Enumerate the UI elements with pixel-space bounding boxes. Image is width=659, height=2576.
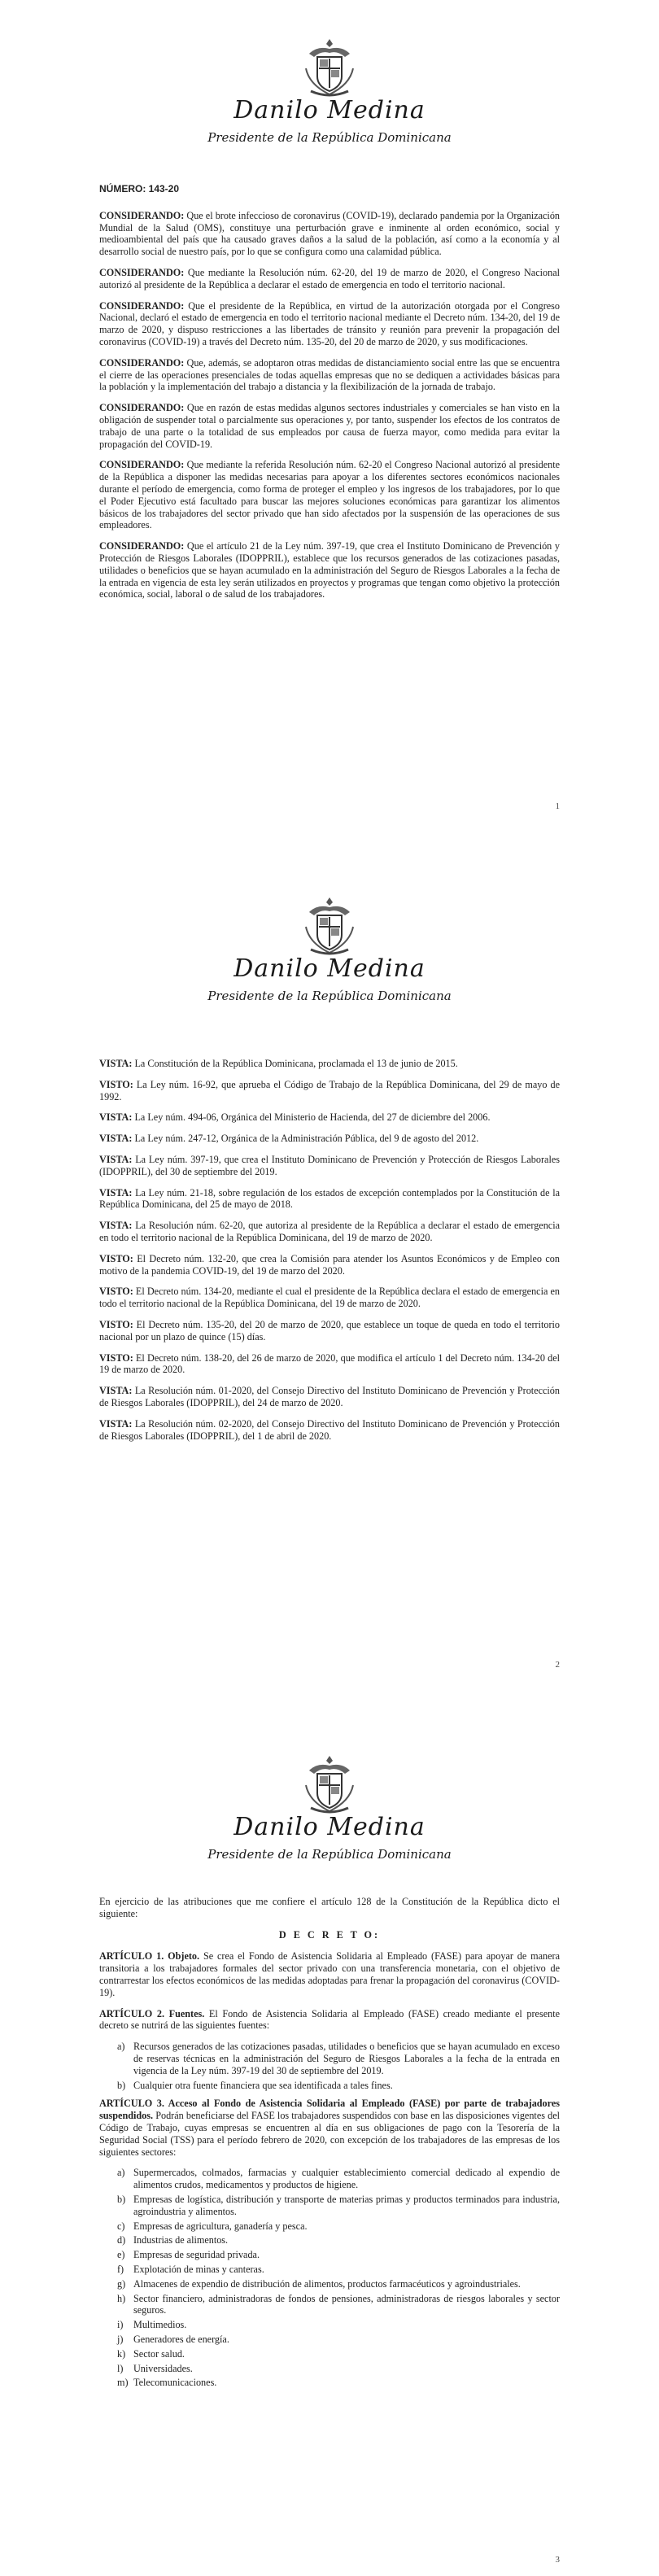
list-item: [117, 2363, 560, 2375]
letterhead-name: Danilo Medina: [233, 1813, 426, 1841]
page-number: 3: [555, 2555, 560, 2565]
list-item-text: Generadores de energía.: [133, 2333, 229, 2345]
list-marker: c): [117, 2220, 125, 2232]
paragraph-text: La Resolución núm. 62-20, que autoriza al presidente de la República a declarar el estado de emergencia en todo el territorio nacional de la República Dominicana, del 19 de marzo de 2020.: [99, 1220, 560, 1243]
paragraph-label: CONSIDERANDO:: [99, 266, 185, 278]
page-1-body: [99, 183, 560, 609]
paragraph-text: La Ley núm. 21-18, sobre regulación de los estados de excepción contemplados por la Constitución de la República Dominicana, del 25 de mayo de 2018.: [99, 1186, 561, 1211]
page-number: 2: [555, 1660, 560, 1670]
vista-11: [99, 1352, 560, 1377]
paragraph-text: El Decreto núm. 132-20, que crea la Comisión para atender los Asuntos Económicos y de Empleo con motivo de la pandemia COVID-19, del 19 de marzo del 2020.: [99, 1252, 560, 1277]
coat-of-arms-icon: [299, 36, 360, 99]
article-text: Se crea el Fondo de Asistencia Solidaria al Empleado (FASE) para apoyar de manera transitoria a los trabajadores formales del sector privado con una transferencia monetaria, con el objetivo de contrarrestar los efectos económicos de las medidas adoptadas para frenar la propagación del coronavirus (COVID-19).: [99, 1950, 561, 1998]
paragraph-label: CONSIDERANDO:: [99, 299, 185, 312]
vista-12: [99, 1385, 560, 1409]
paragraph-label: VISTA:: [99, 1133, 133, 1145]
list-marker: b): [117, 2193, 126, 2205]
paragraph-text: La Constitución de la República Dominicana, proclamada el 13 de junio de 2015.: [134, 1058, 458, 1069]
coat-of-arms-icon: [299, 894, 360, 958]
coat-of-arms-icon: [299, 1753, 360, 1816]
list-item-text: Universidades.: [133, 2362, 193, 2374]
paragraph-text: La Resolución núm. 02-2020, del Consejo Directivo del Instituto Dominicano de Prevención y Protección de Riesgos Laborales (IDOPPRIL), del 1 de abril de 2020.: [99, 1417, 560, 1442]
list-marker: h): [117, 2292, 126, 2304]
decreto-heading: D E C R E T O:: [278, 1928, 381, 1941]
vista-5: [99, 1154, 560, 1178]
considerando-1: [99, 210, 560, 258]
paragraph-text: La Ley núm. 247-12, Orgánica de la Administración Pública, del 9 de agosto del 2012.: [134, 1133, 479, 1145]
document-page-2: [0, 858, 659, 1705]
paragraph-text: Que el presidente de la República, en virtud de la autorización otorgada por el Congreso Nacional, declaró el estado de emergencia en todo el territorio nacional mediante el Decreto núm. 134-20, del 19 de marzo de 2020, y dispuso restricciones a las libertades de tránsito y reunión para prevenir la propagación del coronavirus (COVID-19) a través del Decreto núm. 135-20, del 20 de marzo de 2020, y sus modificaciones.: [99, 299, 560, 347]
vista-13: [99, 1418, 560, 1443]
paragraph-text: Que mediante la referida Resolución núm. 62-20 el Congreso Nacional autorizó al presidente de la República a disponer las medidas necesarias para apoyar a los diferentes sectores económicos nacionales durante el período de emergencia, como forma de proteger el empleo y los ingresos de los trabajadores, por lo que el Poder Ejecutivo está facultado para buscar las mejores soluciones económicas para garantizar los alimentos básicos de los trabajadores del sector privado que han sido afectados por la suspensión de las operaciones de sus empleadores.: [99, 459, 561, 531]
list-item: [117, 2080, 560, 2092]
list-item: [117, 2293, 560, 2317]
paragraph-label: CONSIDERANDO:: [99, 459, 185, 471]
list-item: [117, 2194, 560, 2218]
list-item-text: Cualquier otra fuente financiera que sea identificada a tales fines.: [133, 2079, 393, 2091]
list-item-text: Supermercados, colmados, farmacias y cualquier establecimiento comercial dedicado al expendio de alimentos crudos, medicamentos y productos de higiene.: [133, 2167, 560, 2191]
list-item-text: Telecomunicaciones.: [133, 2377, 217, 2389]
list-marker: a): [117, 2167, 125, 2179]
article-text: El Fondo de Asistencia Solidaria al Empleado (FASE) creado mediante el presente decreto se nutrirá de las siguientes fuentes:: [99, 2007, 561, 2032]
list-item: [117, 2334, 560, 2346]
paragraph-text: Que, además, se adoptaron otras medidas de distanciamiento social entre las que se encuentra el cierre de las operaciones presenciales de todas aquellas empresas que no se dediquen a actividades básicas para la población y la implementación del trabajo a distancia y la flexibilización de la jornada de trabajo.: [99, 356, 560, 393]
considerando-7: [99, 540, 560, 600]
document-page-1: [0, 0, 659, 846]
article-1: [99, 1950, 560, 1998]
article-text: Podrán beneficiarse del FASE los trabajadores suspendidos con base en las disposiciones vigentes del Código de Trabajo, cuyas empresas se encuentren al día en sus obligaciones de pago con la Tesorería de la Seguridad Social (TSS) para el período febrero de 2020, con excepción de los trabajadores de las empresas de los siguientes sectores:: [99, 2110, 561, 2158]
letterhead-name: Danilo Medina: [233, 96, 426, 124]
list-marker: g): [117, 2277, 126, 2290]
paragraph-label: CONSIDERANDO:: [99, 540, 185, 552]
paragraph-text: La Ley núm. 494-06, Orgánica del Ministerio de Hacienda, del 27 de diciembre del 2006.: [134, 1111, 491, 1124]
list-item-text: Empresas de agricultura, ganadería y pesca.: [133, 2220, 308, 2232]
paragraph-label: CONSIDERANDO:: [99, 402, 185, 414]
page-3-body: [99, 1896, 560, 2395]
list-item: [117, 2278, 560, 2290]
article-3: [99, 2098, 560, 2158]
vista-6: [99, 1187, 560, 1212]
document-page-3: [0, 1717, 659, 2563]
considerando-3: [99, 300, 560, 348]
considerando-4: [99, 357, 560, 393]
letterhead-title: Presidente de la República Dominicana: [207, 989, 452, 1003]
list-item-text: Industrias de alimentos.: [133, 2234, 229, 2246]
paragraph-text: La Resolución núm. 01-2020, del Consejo Directivo del Instituto Dominicano de Prevención y Protección de Riesgos Laborales (IDOPPRIL), del 24 de marzo de 2020.: [99, 1385, 560, 1408]
list-marker: a): [117, 2041, 125, 2053]
list-marker: k): [117, 2347, 126, 2360]
paragraph-label: CONSIDERANDO:: [99, 356, 185, 369]
list-marker: b): [117, 2079, 126, 2091]
paragraph-label: VISTO:: [99, 1318, 133, 1330]
page-number: 1: [555, 801, 560, 811]
list-item: [117, 2249, 560, 2261]
decree-number: NÚMERO: 143-20: [99, 183, 180, 194]
list-item-text: Almacenes de expendio de distribución de alimentos, productos farmacéuticos y agroindustriales.: [133, 2277, 521, 2290]
article-2: [99, 2008, 560, 2032]
paragraph-label: VISTA:: [99, 1153, 133, 1165]
paragraph-text: Que mediante la Resolución núm. 62-20, del 19 de marzo de 2020, el Congreso Nacional autorizó al presidente de la República a declarar el estado de emergencia en todo el territorio nacional.: [99, 266, 561, 290]
list-marker: i): [117, 2319, 124, 2331]
paragraph-label: VISTA:: [99, 1111, 133, 1124]
considerando-5: [99, 402, 560, 450]
article-label: ARTÍCULO 1. Objeto.: [99, 1950, 200, 1963]
list-item: [117, 2041, 560, 2076]
list-item: [117, 2167, 560, 2191]
list-item-text: Empresas de logística, distribución y transporte de materias primas y productos terminados para industria, agroindustria y alimentos.: [133, 2193, 560, 2217]
letterhead-title: Presidente de la República Dominicana: [207, 130, 452, 145]
list-item: [117, 2319, 560, 2331]
list-item: [117, 2264, 560, 2276]
page-2-body: [99, 1058, 560, 1451]
vista-8: [99, 1253, 560, 1277]
vista-10: [99, 1319, 560, 1343]
paragraph-label: CONSIDERANDO:: [99, 209, 185, 221]
paragraph-label: VISTO:: [99, 1078, 133, 1090]
paragraph-label: VISTA:: [99, 1220, 133, 1232]
list-marker: e): [117, 2249, 125, 2261]
list-marker: d): [117, 2234, 126, 2246]
paragraph-text: La Ley núm. 16-92, que aprueba el Código de Trabajo de la República Dominicana, del 29 de mayo de 1992.: [99, 1078, 560, 1102]
list-marker: l): [117, 2362, 124, 2374]
vista-3: [99, 1111, 560, 1124]
letterhead-title: Presidente de la República Dominicana: [207, 1847, 452, 1862]
considerando-2: [99, 267, 560, 291]
vista-4: [99, 1133, 560, 1145]
paragraph-label: VISTO:: [99, 1286, 133, 1298]
letterhead-name: Danilo Medina: [233, 954, 426, 983]
paragraph-label: VISTA:: [99, 1417, 133, 1430]
list-item-text: Sector salud.: [133, 2347, 185, 2360]
article-label: ARTÍCULO 3. Acceso al Fondo de Asistencia Solidaria al Empleado (FASE) por parte de trabajadores suspendidos.: [99, 2098, 560, 2122]
list-item-text: Sector financiero, administradoras de fondos de pensiones, administradoras de riesgos laborales y sector seguros.: [133, 2292, 560, 2316]
paragraph-text: El Decreto núm. 135-20, del 20 de marzo de 2020, que establece un toque de queda en todo el territorio nacional por un plazo de quince (15) días.: [99, 1318, 560, 1343]
list-marker: f): [117, 2263, 124, 2275]
paragraph-label: VISTA:: [99, 1186, 133, 1198]
list-item: [117, 2220, 560, 2233]
fuentes-list: [99, 2041, 560, 2091]
vista-1: [99, 1058, 560, 1070]
paragraph-label: VISTA:: [99, 1058, 133, 1069]
list-item-text: Explotación de minas y canteras.: [133, 2263, 264, 2275]
list-item-text: Multimedios.: [133, 2319, 187, 2331]
paragraph-text: El Decreto núm. 138-20, del 26 de marzo de 2020, que modifica el artículo 1 del Decreto núm. 134-20 del 19 de marzo de 2020.: [99, 1351, 560, 1376]
vista-9: [99, 1286, 560, 1310]
list-marker: j): [117, 2333, 124, 2345]
sectores-list: [99, 2167, 560, 2389]
paragraph-text: La Ley núm. 397-19, que crea el Instituto Dominicano de Prevención y Protección de Riesgos Laborales (IDOPPRIL), del 30 de septiembre del 2019.: [99, 1153, 560, 1177]
intro-paragraph: En ejercicio de las atribuciones que me confiere el artículo 128 de la Constitución de la República dicto el siguiente:: [99, 1896, 560, 1919]
paragraph-label: VISTA:: [99, 1385, 133, 1397]
list-item: [117, 2348, 560, 2360]
considerando-6: [99, 459, 560, 531]
article-label: ARTÍCULO 2. Fuentes.: [99, 2007, 205, 2019]
paragraph-label: VISTO:: [99, 1252, 133, 1264]
list-item: [117, 2377, 560, 2389]
list-item-text: Empresas de seguridad privada.: [133, 2249, 260, 2261]
paragraph-text: El Decreto núm. 134-20, mediante el cual el presidente de la República declara el estado de emergencia en todo el territorio nacional de la República Dominicana, del 19 de marzo de 2020.: [99, 1286, 561, 1310]
list-item: [117, 2234, 560, 2246]
list-marker: m): [117, 2377, 129, 2389]
paragraph-text: Que el brote infeccioso de coronavirus (COVID-19), declarado pandemia por la Organización Mundial de la Salud (OMS), constituye una perturbación grave e inminente al orden económico, social y medioambiental del país que ha causado graves daños a la salud de la población, así como a la economía y al desarrollo social de nuestro país, por lo que se configura como una calamidad pública.: [99, 209, 561, 258]
paragraph-label: VISTO:: [99, 1351, 133, 1364]
paragraph-text: Que el artículo 21 de la Ley núm. 397-19, que crea el Instituto Dominicano de Prevención y Protección de Riesgos Laborales (IDOPPRIL), establece que los recursos generados de las cotizaciones pasadas, utilidades o beneficios que se hayan acumulado en la administración del Seguro de Riesgos Laborales a la fecha de la entrada en vigencia de esta ley serán utilizados en proyectos y programas que tengan como objetivo la protección económica, social, laboral o de salud de los trabajadores.: [99, 540, 561, 600]
list-item-text: Recursos generados de las cotizaciones pasadas, utilidades o beneficios que se hayan acumulado en exceso de reservas técnicas en la administración del Seguro de Riesgos Laborales a la fecha de la entrada en vigencia de la Ley núm. 397-19 del 30 de septiembre del 2019.: [133, 2041, 560, 2076]
vista-7: [99, 1220, 560, 1244]
vista-2: [99, 1079, 560, 1103]
paragraph-text: Que en razón de estas medidas algunos sectores industriales y comerciales se han visto en la obligación de suspender total o parcialmente sus operaciones y, por tanto, suspender los efectos de los contratos de trabajo de una parte o la totalidad de sus empleados por causa de fuerza mayor, como medida para evitar la propagación del COVID-19.: [99, 402, 561, 450]
